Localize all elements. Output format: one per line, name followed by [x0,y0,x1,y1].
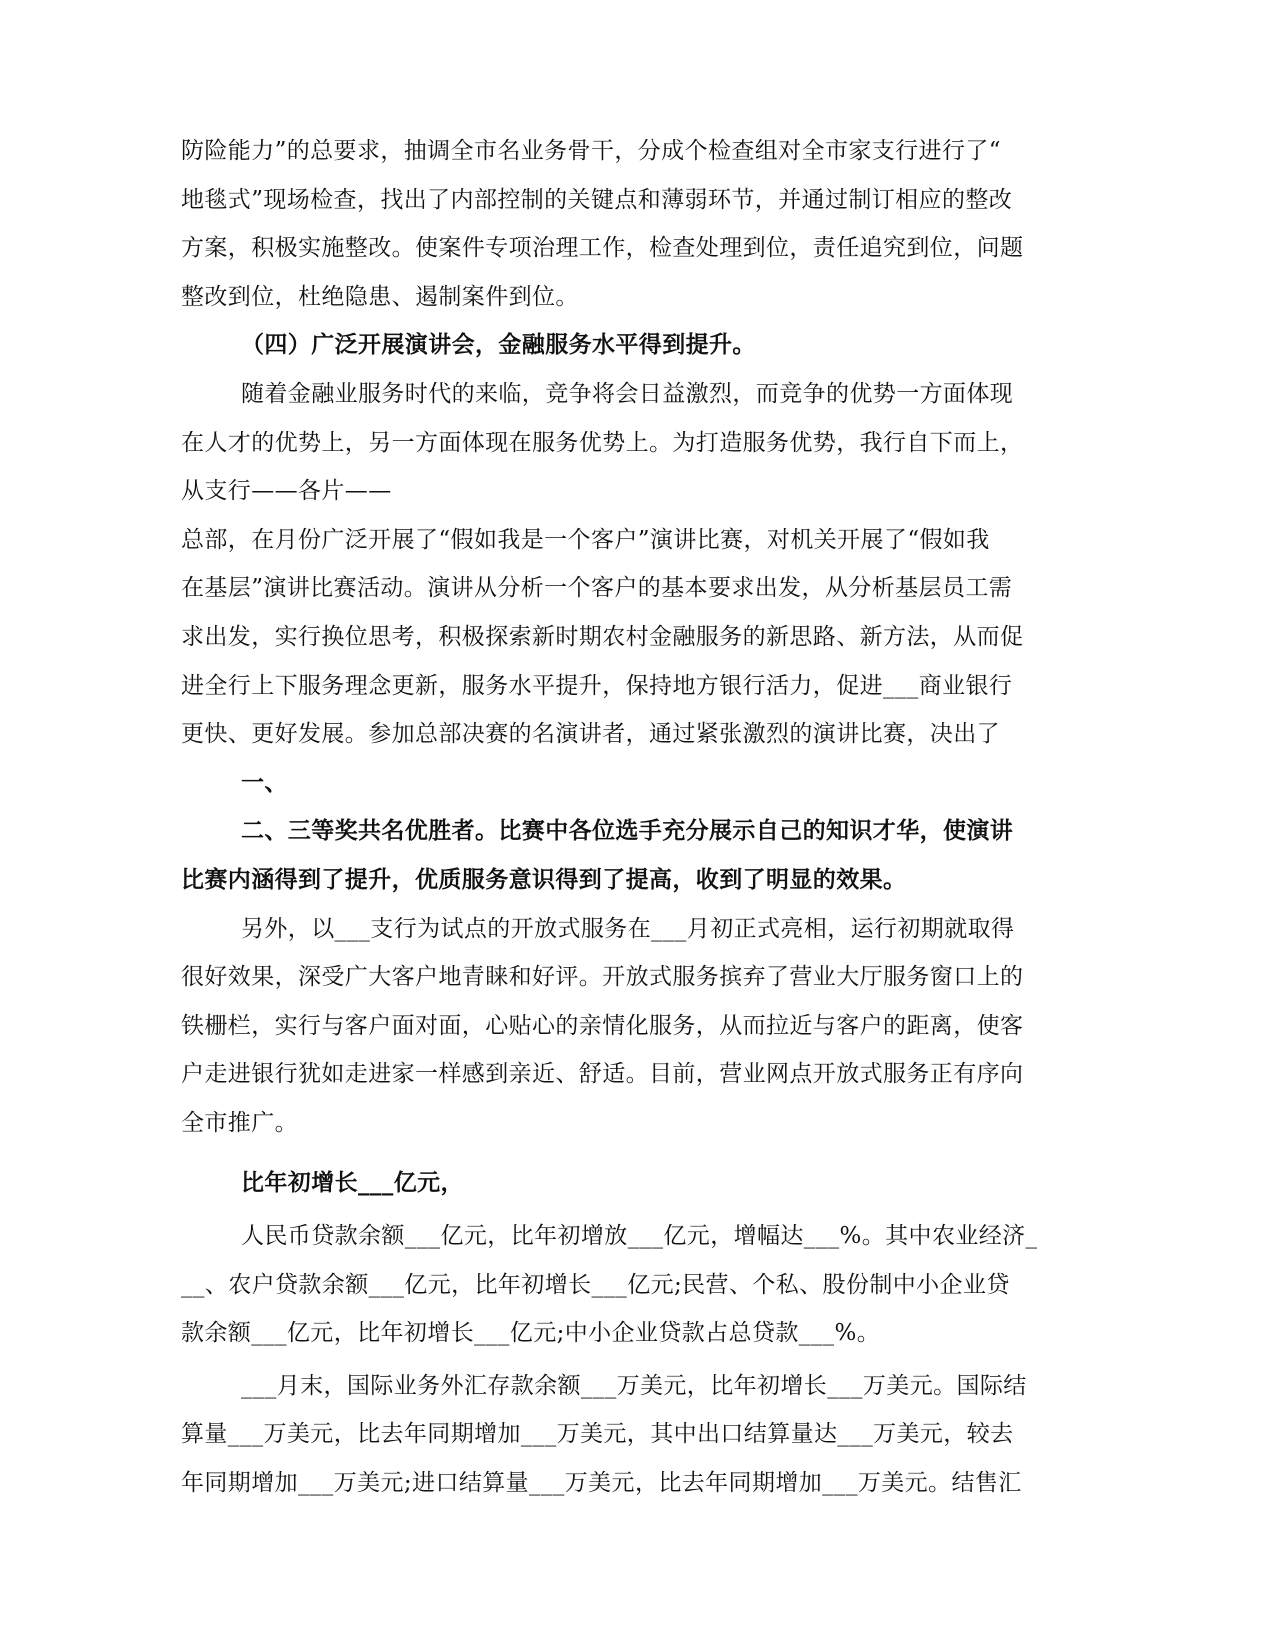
text-line: 从支行——各片—— [181,478,392,505]
paragraph-loans [181,1212,1041,1358]
text-line: 整改到位，杜绝隐患、遏制案件到位。 [181,283,579,310]
bold-growth-line [181,1159,1041,1208]
paragraph-inspection [181,127,1041,321]
text-line: 更快、更好发展。参加总部决赛的名演讲者，通过紧张激烈的演讲比赛，决出了 [181,721,1000,748]
text-line: 比年初增长___亿元， [241,1169,464,1197]
text-line: 进全行上下服务理念更新，服务水平提升，保持地方银行活力，促进___商业银行 [181,672,1013,699]
text-line: 另外，以___支行为试点的开放式服务在___月初正式亮相，运行初期就取得 [241,915,1015,942]
text-line: 很好效果，深受广大客户地青睐和好评。开放式服务摈弃了营业大厅服务窗口上的 [181,964,1024,991]
paragraph-service-intro [181,370,1041,516]
bold-item-one [181,759,1041,808]
paragraph-open-service [181,905,1041,1148]
text-line: 全市推广。 [181,1109,298,1136]
text-line: 求出发，实行换位思考，积极探索新时期农村金融服务的新思路、新方法，从而促 [181,623,1024,650]
text-line: 铁栅栏，实行与客户面对面，心贴心的亲情化服务，从而拉近与客户的距离，使客 [181,1012,1024,1039]
text-line: 防险能力”的总要求，抽调全市名业务骨干，分成个检查组对全市家支行进行了“ [181,138,1001,164]
text-line: 方案，积极实施整改。使案件专项治理工作，检查处理到位，责任追究到位，问题 [181,235,1024,262]
text-line: （四）广泛开展演讲会，金融服务水平得到提升。 [241,331,756,359]
text-line: 算量___万美元，比去年同期增加___万美元，其中出口结算量达___万美元，较去 [181,1421,1014,1448]
text-line: 款余额___亿元，比年初增长___亿元;中小企业贷款占总贷款___%。 [181,1320,881,1347]
text-line: ___月末，国际业务外汇存款余额___万美元，比年初增长___万美元。国际结 [241,1372,1027,1399]
section-heading-four [181,321,1041,370]
text-line: 在基层”演讲比赛活动。演讲从分析一个客户的基本要求出发，从分析基层员工需 [181,575,1013,602]
text-line: 年同期增加___万美元;进口结算量___万美元，比去年同期增加___万美元。结售汇 [181,1470,1022,1497]
text-line: __、农户贷款余额___亿元，比年初增长___亿元;民营、个私、股份制中小企业贷 [181,1271,1010,1298]
text-line: 在人才的优势上，另一方面体现在服务优势上。为打造服务优势，我行自下而上， [181,429,1024,456]
text-line: 人民币贷款余额___亿元，比年初增放___亿元，增幅达___%。其中农业经济_ [241,1223,1038,1250]
text-line: 随着金融业服务时代的来临，竞争将会日益激烈，而竞争的优势一方面体现 [241,380,1014,407]
text-line: 户走进银行犹如走进家一样感到亲近、舒适。目前，营业网点开放式服务正有序向 [181,1061,1024,1088]
paragraph-international [181,1362,1041,1508]
text-line: 二、三等奖共名优胜者。比赛中各位选手充分展示自己的知识才华，使演讲 [241,817,1014,845]
text-line: 比赛内涵得到了提升，优质服务意识得到了提高，收到了明显的效果。 [181,865,907,893]
paragraph-gap [181,1147,1041,1159]
bold-paragraph-winners [181,807,1041,904]
text-line: 一、 [241,768,288,796]
text-line: 总部，在月份广泛开展了“假如我是一个客户”演讲比赛，对机关开展了“假如我 [181,526,990,553]
document-body [181,127,1041,1508]
paragraph-speech-contest [181,516,1041,759]
text-line: 地毯式”现场检查，找出了内部控制的关键点和薄弱环节，并通过制订相应的整改 [181,186,1013,213]
